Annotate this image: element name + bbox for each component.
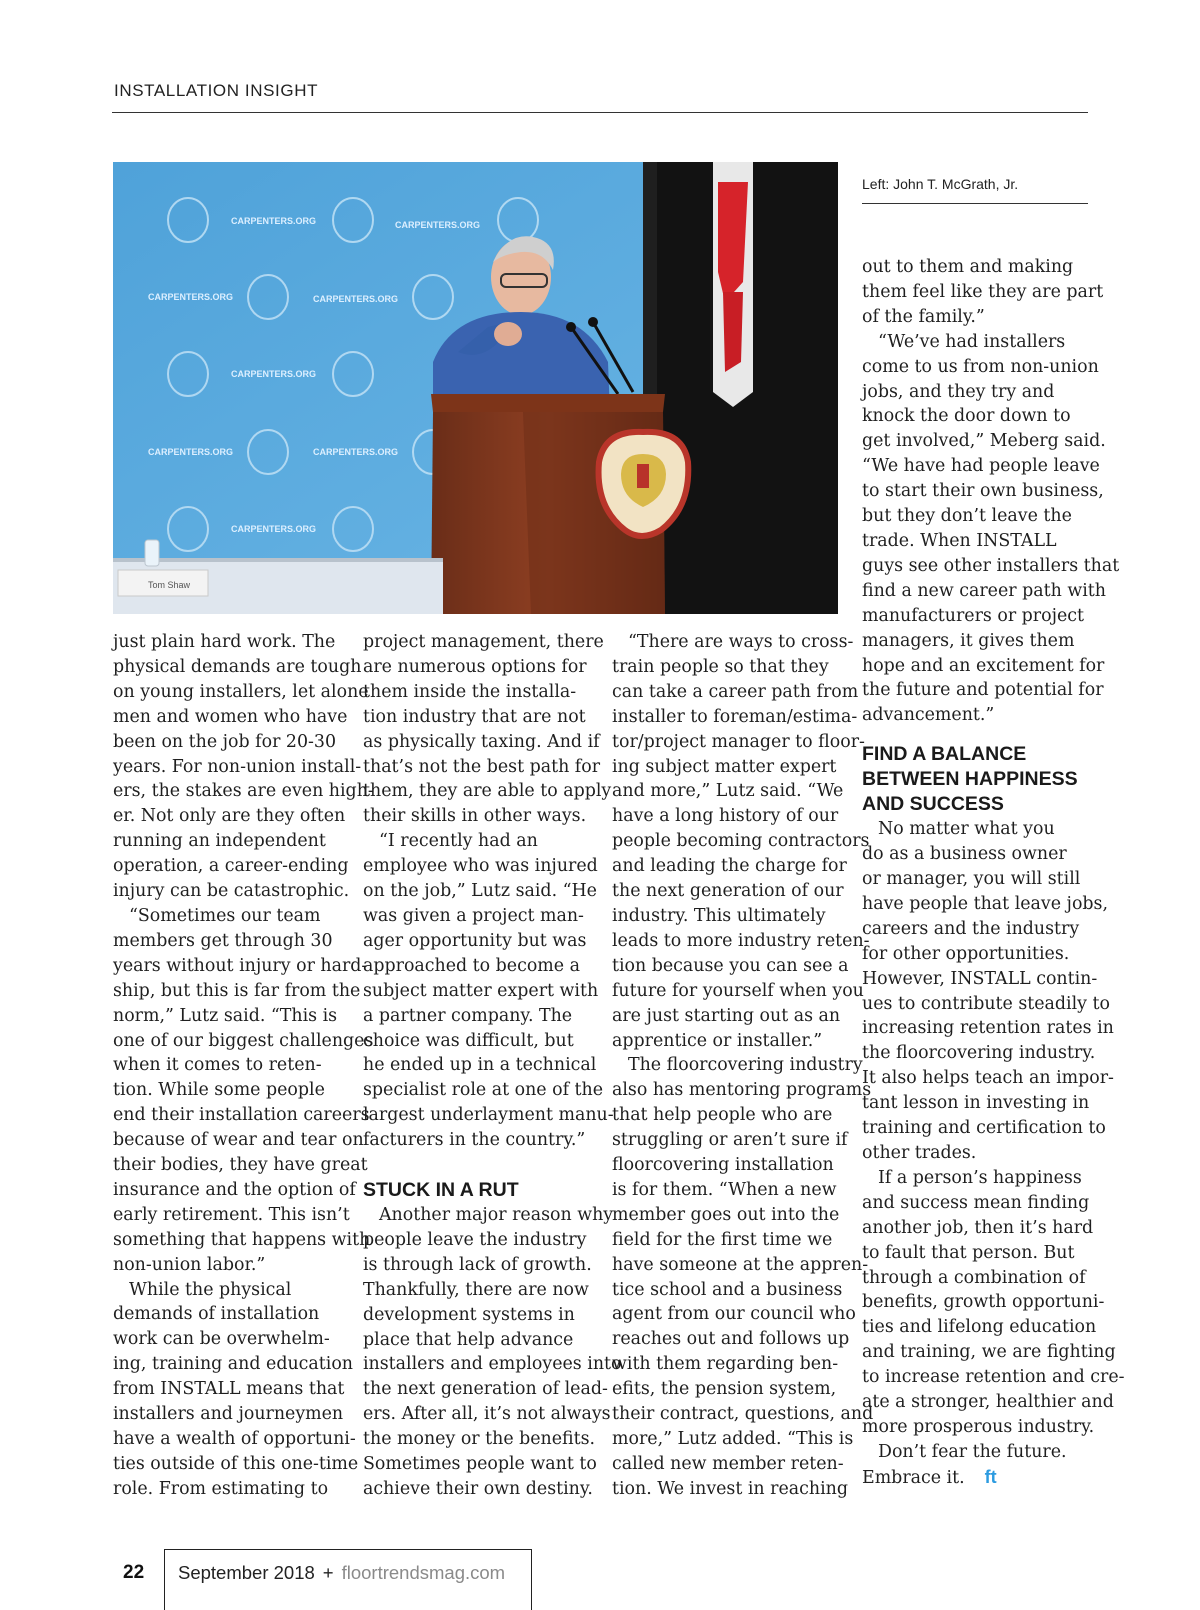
paragraph: out to them and making them feel like they are part of the family.”	[862, 257, 1104, 327]
paragraph: “There are ways to cross- train people so that they can take a career path from installer to foreman/estima- tor/project manager to floor- ing subject matter expert and more,” Lutz said. “We have a long history of our people becoming contractors and leading the charge for the next generation of our industry. This ultimately leads to more industry reten- tion because you can see a future for yourself when you are just starting out as an apprentice or installer.”	[612, 632, 870, 1051]
article-column-1	[113, 630, 374, 1502]
article-column-3	[612, 630, 874, 1502]
paragraph: project management, there are numerous options for them inside the installa- tion industry that are not as physically taxing. And if that’s not the best path for them, they are able to apply their skills in other ways.	[363, 632, 612, 827]
paragraph: While the physical demands of installation work can be overwhelm- ing, training and education from INSTALL means that installers and journeymen have a wealth of opportuni- ties outside of this one-time role. From estimating to	[113, 1279, 359, 1499]
section-heading: STUCK IN A RUT	[363, 1179, 519, 1202]
article-column-4	[862, 255, 1125, 1491]
paragraph: Another major reason why people leave the industry is through lack of growth. Thankfully, there are now development systems in place that help advance installers and employees into the next generation of lead- ers. After all, it’s not always the money or the benefits. Sometimes people want to achieve their own destiny.	[363, 1205, 622, 1499]
article-photo	[113, 162, 838, 614]
photo-caption: Left: John T. McGrath, Jr.	[862, 176, 1019, 192]
backdrop-text: CARPENTERS.ORG	[231, 369, 317, 379]
photo-illustration	[113, 162, 838, 614]
backdrop-text: CARPENTERS.ORG	[148, 447, 234, 457]
paragraph: Don’t fear the future. Embrace it. ft	[862, 1441, 1067, 1488]
issue-date: September 2018	[178, 1562, 315, 1583]
paragraph: “I recently had an employee who was injured on the job,” Lutz said. “He was given a project man- ager opportunity but was approached to become a subject matter expert with a partner company. The choice was difficult, but he ended up in a technical specialist role at one of the largest underlayment manu- facturers in the country.”	[363, 831, 614, 1151]
paragraph: just plain hard work. The physical demands are tough on young installers, let alone men and women who have been on the job for 20-30 years. For non-union install- ers, the stakes are even high- er. Not only are they often running an independent operation, a career-ending injury can be catastrophic.	[113, 632, 374, 902]
paragraph: If a person’s happiness and success mean finding another job, then it’s hard to fault that person. But through a combination of benefits, growth opportuni- ties and lifelong education and training, we are fighting to increase retention and cre- ate a stronger, healthier and more prosperous industry.	[862, 1167, 1125, 1437]
ft-end-mark: ft	[984, 1466, 997, 1487]
header-rule	[112, 112, 1088, 113]
caption-rule	[862, 203, 1088, 204]
backdrop-text: CARPENTERS.ORG	[313, 447, 399, 457]
paragraph: The floorcovering industry also has mentoring programs that help people who are struggling or aren’t sure if floorcovering installation is for them. “When a new member goes out into the field for the first time we have someone at the appren- tice school and a business agent from our council who reaches out and follows up with them regarding ben- efits, the pension system, their contract, questions, and more,” Lutz added. “This is called new member reten- tion. We invest in reaching	[612, 1055, 874, 1499]
footer-separator: +	[322, 1562, 334, 1583]
section-heading: FIND A BALANCE BETWEEN HAPPINESS AND SUCCESS	[862, 743, 1078, 816]
nameplate-text: Tom Shaw	[148, 580, 191, 590]
section-label: INSTALLATION INSIGHT	[114, 81, 319, 100]
paragraph: “Sometimes our team members get through 30 years without injury or hard- ship, but this is far from the norm,” Lutz said. “This is one of our biggest challenges when it comes to reten- tion. While some people end their installation careers because of wear and tear on their bodies, they have great insurance and the option of early retirement. This isn’t something that happens with non-union labor.”	[113, 905, 374, 1275]
backdrop-text: CARPENTERS.ORG	[231, 524, 317, 534]
paragraph: No matter what you do as a business owner or manager, you will still have people that leave jobs, careers and the industry for other opportunities. However, INSTALL contin- ues to contribute steadily to increasing retention rates in the floorcovering industry. It also helps teach an impor- tant lesson in investing in training and certification to other trades.	[862, 819, 1114, 1163]
website-link[interactable]: floortrendsmag.com	[341, 1562, 506, 1583]
backdrop-text: CARPENTERS.ORG	[231, 216, 317, 226]
backdrop-text: CARPENTERS.ORG	[313, 294, 399, 304]
backdrop-text: CARPENTERS.ORG	[395, 220, 481, 230]
backdrop-text: CARPENTERS.ORG	[148, 292, 234, 302]
article-column-2	[363, 630, 622, 1502]
page-number: 22	[123, 1562, 145, 1583]
footer-text	[178, 1562, 505, 1584]
paragraph: “We’ve had installers come to us from non-union jobs, and they try and knock the door down to get involved,” Meberg said. “We have had people leave to start their own business, but they don’t leave the trade. When INSTALL guys see other installers that find a new career path with manufacturers or project managers, it gives them hope and an excitement for the future and potential for advancement.”	[862, 331, 1120, 726]
